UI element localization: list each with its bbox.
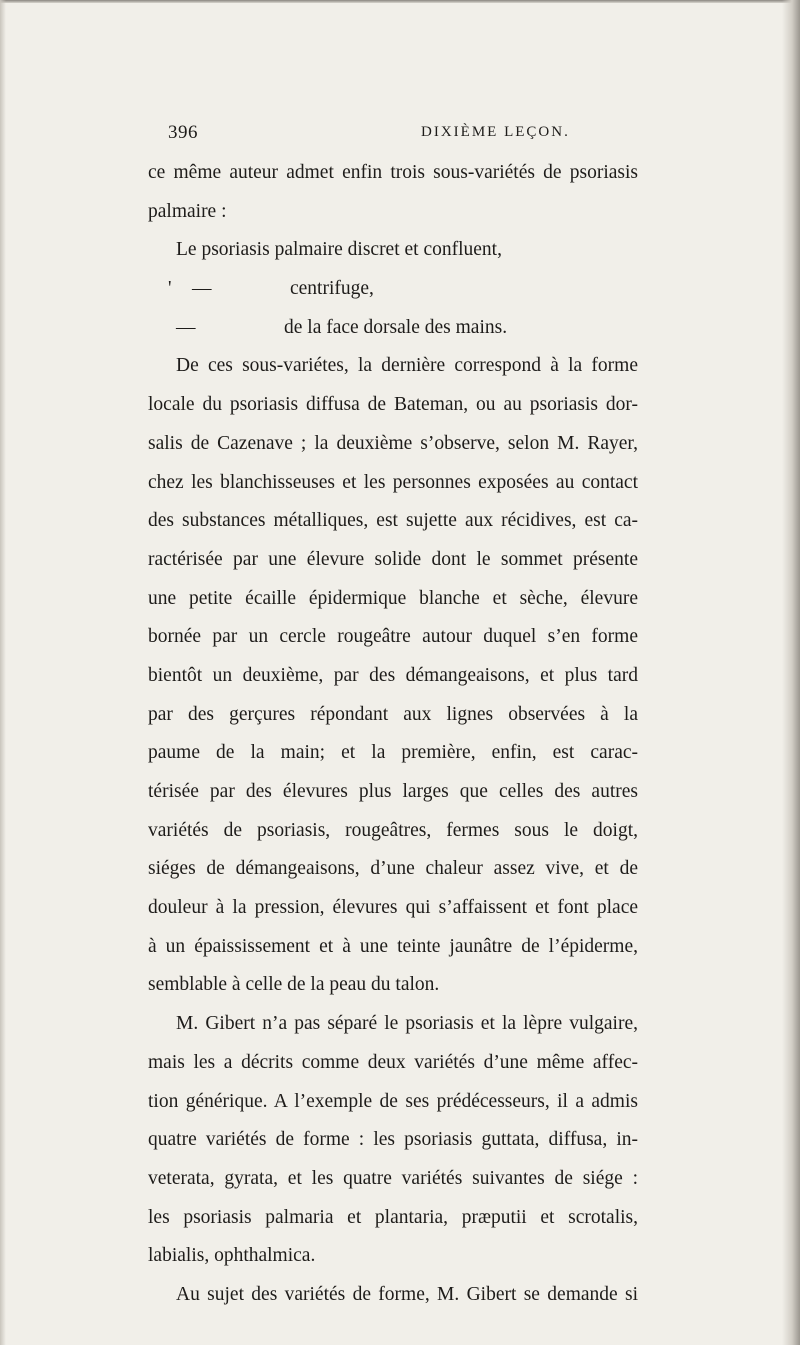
text-line: une petite écaille épidermique blanche et sèche, élevure [148,587,638,609]
text-line: ractérisée par une élevure solide dont le sommet présente [148,548,638,570]
page-number: 396 [168,122,198,143]
list-item [148,270,638,309]
body-text [148,154,638,1315]
text-line: bientôt un deuxième, par des démangeaisons, et plus tard [148,664,638,686]
page-top-edge [0,0,800,3]
text-line: ce même auteur admet enfin trois sous-variétés de psoriasis [148,162,638,183]
text-line: des substances métalliques, est sujette aux récidives, est ca- [148,510,638,532]
text-line: les psoriasis palmaria et plantaria, præputii et scrotalis, [148,1206,638,1228]
list-item [148,309,638,348]
text-line: paume de la main; et la première, enfin, est carac- [148,742,638,764]
text-line: variétés de psoriasis, rougeâtres, fermes sous le doigt, [148,819,638,841]
paragraph-start: De ces sous-variétes, la dernière correspond à la forme [176,355,638,377]
page-right-edge [782,0,800,1345]
text-line: tion générique. A l’exemple de ses prédécesseurs, il a admis [148,1090,638,1112]
text-line: douleur à la pression, élevures qui s’affaissent et font place [148,897,638,919]
ditto-mark: — [192,278,212,300]
text-line: siéges de démangeaisons, d’une chaleur assez vive, et de [148,858,638,880]
text-line: bornée par un cercle rougeâtre autour duquel s’en forme [148,626,638,648]
page-left-edge [0,0,6,1345]
text-line: par des gerçures répondant aux lignes observées à la [148,703,638,725]
paragraph-start: Au sujet des variétés de forme, M. Gibert se demande si [176,1283,638,1305]
text-line: veterata, gyrata, et les quatre variétés suivantes de siége : [148,1167,638,1189]
text-line: térisée par des élevures plus larges que celles des autres [148,781,638,802]
text-line: mais les a décrits comme deux variétés d’une même affec- [148,1051,638,1073]
text-line: à un épaississement et à une teinte jaunâtre de l’épiderme, [148,935,638,957]
list-item-text: centrifuge, [290,278,374,300]
list-item: Le psoriasis palmaire discret et confluent, [176,239,502,261]
list-item-text: de la face dorsale des mains. [284,316,508,338]
text-line: quatre variétés de forme : les psoriasis guttata, diffusa, in- [148,1129,638,1151]
text-line: labialis, ophthalmica. [148,1245,316,1267]
text-line: palmaire : [148,200,227,222]
running-head [168,122,638,146]
text-line: salis de Cazenave ; la deuxième s’observe, selon M. Rayer, [148,432,638,454]
paragraph-start: M. Gibert n’a pas séparé le psoriasis et la lèpre vulgaire, [176,1013,638,1035]
ditto-mark: — [176,316,196,338]
text-line: semblable à celle de la peau du talon. [148,974,440,996]
text-line: locale du psoriasis diffusa de Bateman, ou au psoriasis dor- [148,394,638,416]
chapter-title: DIXIÈME LEÇON. [421,124,570,140]
stray-mark: ' [168,278,172,300]
text-line: chez les blanchisseuses et les personnes exposées au contact [148,471,638,493]
